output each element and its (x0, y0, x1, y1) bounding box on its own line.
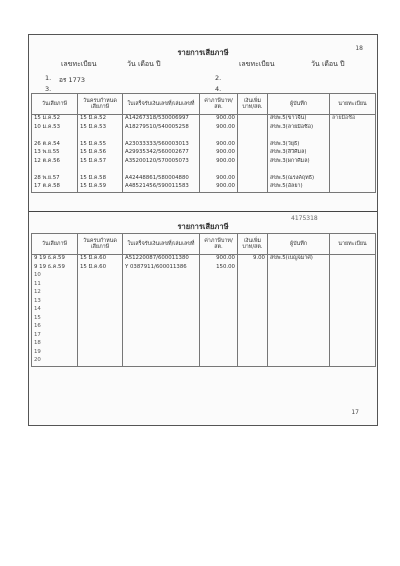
table-row (32, 349, 376, 358)
reg-row-4-index: 4. (215, 85, 222, 93)
cell-due-date: 15 มี.ค.57 (78, 158, 123, 167)
table-row (32, 124, 376, 133)
table-row (32, 357, 376, 366)
cell-due-date (78, 132, 123, 141)
upper-title: รายการเสียภาษี (177, 48, 229, 57)
reg-label-right: เลขทะเบียน (239, 60, 275, 68)
row-index: 16 (32, 323, 78, 332)
col-header-registrar: นายทะเบียน (330, 94, 376, 115)
cell-recorder: สขพ.3(ผกาศิมล) (268, 158, 330, 167)
col-header-paid-date: วันเสียภาษี (32, 234, 78, 255)
cell-extra (238, 132, 268, 141)
table-row (32, 115, 376, 124)
table-row (32, 281, 376, 290)
cell-registrar (330, 264, 376, 273)
cell-tax: 900.00 (200, 124, 238, 133)
cell-tax: 900.00 (200, 183, 238, 192)
cell-paid-date: 9 19 ธ.ค.59 (32, 255, 78, 264)
cell-recorder: สขพ.3(วัยุธิ) (268, 141, 330, 150)
table-row (32, 272, 376, 281)
table-row (32, 289, 376, 298)
cell-extra: 9.00 (238, 255, 268, 264)
row-index: 18 (32, 340, 78, 349)
cell-registrar (330, 124, 376, 133)
cell-registrar (330, 183, 376, 192)
cell-due-date: 15 มี.ค.56 (78, 149, 123, 158)
table-row (32, 132, 376, 141)
col-header-recorder: ผู้บันทึก (268, 234, 330, 255)
cell-tax: 900.00 (200, 149, 238, 158)
cell-tax: 150.00 (200, 264, 238, 273)
cell-receipt (123, 132, 200, 141)
table-row (32, 264, 376, 273)
cell-receipt: A29935342/560002677 (123, 149, 200, 158)
table-row (32, 175, 376, 184)
table-row (32, 340, 376, 349)
cell-extra (238, 264, 268, 273)
lower-tax-table (31, 233, 376, 367)
col-header-due-date: วันครบกำหนดเสียภาษี (78, 94, 123, 115)
cell-tax (200, 132, 238, 141)
cell-registrar (330, 132, 376, 141)
cell-registrar (330, 255, 376, 264)
row-index: 10 (32, 272, 78, 281)
cell-receipt: Y 0387911/600011386 (123, 264, 200, 273)
cell-due-date: 15 มี.ค.55 (78, 141, 123, 150)
col-header-tax: ค่าภาษีบาท/สต. (200, 234, 238, 255)
upper-header-row (32, 94, 376, 115)
cell-receipt: A18279510/540005258 (123, 124, 200, 133)
cell-receipt: A23033333/560003013 (123, 141, 200, 150)
cell-recorder: สขพ.5(อัลยา) (268, 183, 330, 192)
cell-due-date: 15 มี.ค.59 (78, 183, 123, 192)
cell-extra (238, 115, 268, 124)
cell-paid-date: 26 ต.ค.54 (32, 141, 78, 150)
table-row (32, 255, 376, 264)
table-row (32, 315, 376, 324)
cell-receipt: A42448861/580004880 (123, 175, 200, 184)
reg-row-1-index: 1. (45, 74, 52, 82)
upper-tax-table (31, 93, 376, 193)
cell-paid-date: 15 ม.ค.52 (32, 115, 78, 124)
date-label-right: วัน เดือน ปี (311, 60, 345, 68)
cell-receipt (123, 166, 200, 175)
cell-receipt: A51220087/600011380 (123, 255, 200, 264)
cell-paid-date: 17 ต.ค.58 (32, 183, 78, 192)
cell-paid-date: 9 19 ธ.ค.59 (32, 264, 78, 273)
cell-registrar: ลายมือชื่อ (330, 115, 376, 124)
row-index: 12 (32, 289, 78, 298)
col-header-receipt: ใบเสร็จรับเงินเลขที่/เล่มเลขที่ (123, 234, 200, 255)
cell-due-date (78, 166, 123, 175)
cell-tax: 900.00 (200, 175, 238, 184)
row-index: 15 (32, 315, 78, 324)
col-header-paid-date: วันเสียภาษี (32, 94, 78, 115)
cell-registrar (330, 175, 376, 184)
cell-paid-date: 12 ต.ค.56 (32, 158, 78, 167)
cell-receipt: A14267318/530006997 (123, 115, 200, 124)
cell-recorder (268, 166, 330, 175)
row-index: 17 (32, 332, 78, 341)
date-label-left: วัน เดือน ปี (127, 60, 161, 68)
stamp-number: 4175318 (291, 215, 318, 222)
cell-receipt: A35200120/570005073 (123, 158, 200, 167)
col-header-receipt: ใบเสร็จรับเงินเลขที่/เล่มเลขที่ (123, 94, 200, 115)
lower-title: รายการเสียภาษี (177, 222, 229, 231)
cell-due-date: 15 มี.ค.58 (78, 175, 123, 184)
cell-due-date: 15 มี.ค.60 (78, 255, 123, 264)
cell-extra (238, 141, 268, 150)
table-row (32, 183, 376, 192)
row-index: 13 (32, 298, 78, 307)
table-row (32, 141, 376, 150)
cell-paid-date (32, 132, 78, 141)
cell-recorder: สขพ.5(เบญจมาศ) (268, 255, 330, 264)
cell-extra (238, 183, 268, 192)
cell-recorder: สขพ.5(ณรงค์ฤทธิ์) (268, 175, 330, 184)
reg-row-1-plate: อร 1773 (59, 76, 86, 84)
col-header-recorder: ผู้บันทึก (268, 94, 330, 115)
col-header-extra: เงินเพิ่มบาท/สต. (238, 234, 268, 255)
page-number-bottom: 17 (351, 409, 359, 416)
table-row (32, 332, 376, 341)
cell-recorder: สขพ.3(ลีวีศิมล) (268, 149, 330, 158)
cell-paid-date: 13 พ.ย.55 (32, 149, 78, 158)
reg-label-left: เลขทะเบียน (61, 60, 97, 68)
cell-extra (238, 124, 268, 133)
cell-registrar (330, 149, 376, 158)
cell-tax: 900.00 (200, 115, 238, 124)
cell-paid-date: 10 ม.ค.53 (32, 124, 78, 133)
cell-registrar (330, 141, 376, 150)
cell-extra (238, 175, 268, 184)
cell-due-date: 15 มี.ค.60 (78, 264, 123, 273)
cell-recorder (268, 264, 330, 273)
section-divider (29, 211, 377, 212)
reg-row-3-index: 3. (45, 85, 52, 93)
table-row (32, 149, 376, 158)
cell-due-date: 15 มี.ค.52 (78, 115, 123, 124)
col-header-tax: ค่าภาษีบาท/สต. (200, 94, 238, 115)
cell-registrar (330, 166, 376, 175)
cell-recorder: สขพ.5(ขาวจีน) (268, 115, 330, 124)
cell-extra (238, 166, 268, 175)
table-row (32, 298, 376, 307)
row-index: 20 (32, 357, 78, 366)
lower-header-row (32, 234, 376, 255)
cell-tax: 900.00 (200, 255, 238, 264)
cell-paid-date (32, 166, 78, 175)
cell-paid-date: 28 พ.ย.57 (32, 175, 78, 184)
row-index: 11 (32, 281, 78, 290)
table-row (32, 158, 376, 167)
cell-extra (238, 149, 268, 158)
table-row (32, 166, 376, 175)
cell-tax (200, 166, 238, 175)
table-row (32, 323, 376, 332)
document-page (28, 34, 378, 426)
cell-recorder (268, 132, 330, 141)
table-row (32, 306, 376, 315)
page-number-top: 18 (355, 45, 363, 52)
cell-tax: 900.00 (200, 158, 238, 167)
cell-extra (238, 158, 268, 167)
cell-receipt: A48521456/590011583 (123, 183, 200, 192)
col-header-registrar: นายทะเบียน (330, 234, 376, 255)
cell-due-date: 15 มี.ค.53 (78, 124, 123, 133)
reg-row-2-index: 2. (215, 74, 222, 82)
row-index: 19 (32, 349, 78, 358)
cell-registrar (330, 158, 376, 167)
cell-tax: 900.00 (200, 141, 238, 150)
col-header-due-date: วันครบกำหนดเสียภาษี (78, 234, 123, 255)
row-index: 14 (32, 306, 78, 315)
cell-recorder: สขพ.3(ลายมือชื่อ) (268, 124, 330, 133)
col-header-extra: เงินเพิ่มบาท/สต. (238, 94, 268, 115)
